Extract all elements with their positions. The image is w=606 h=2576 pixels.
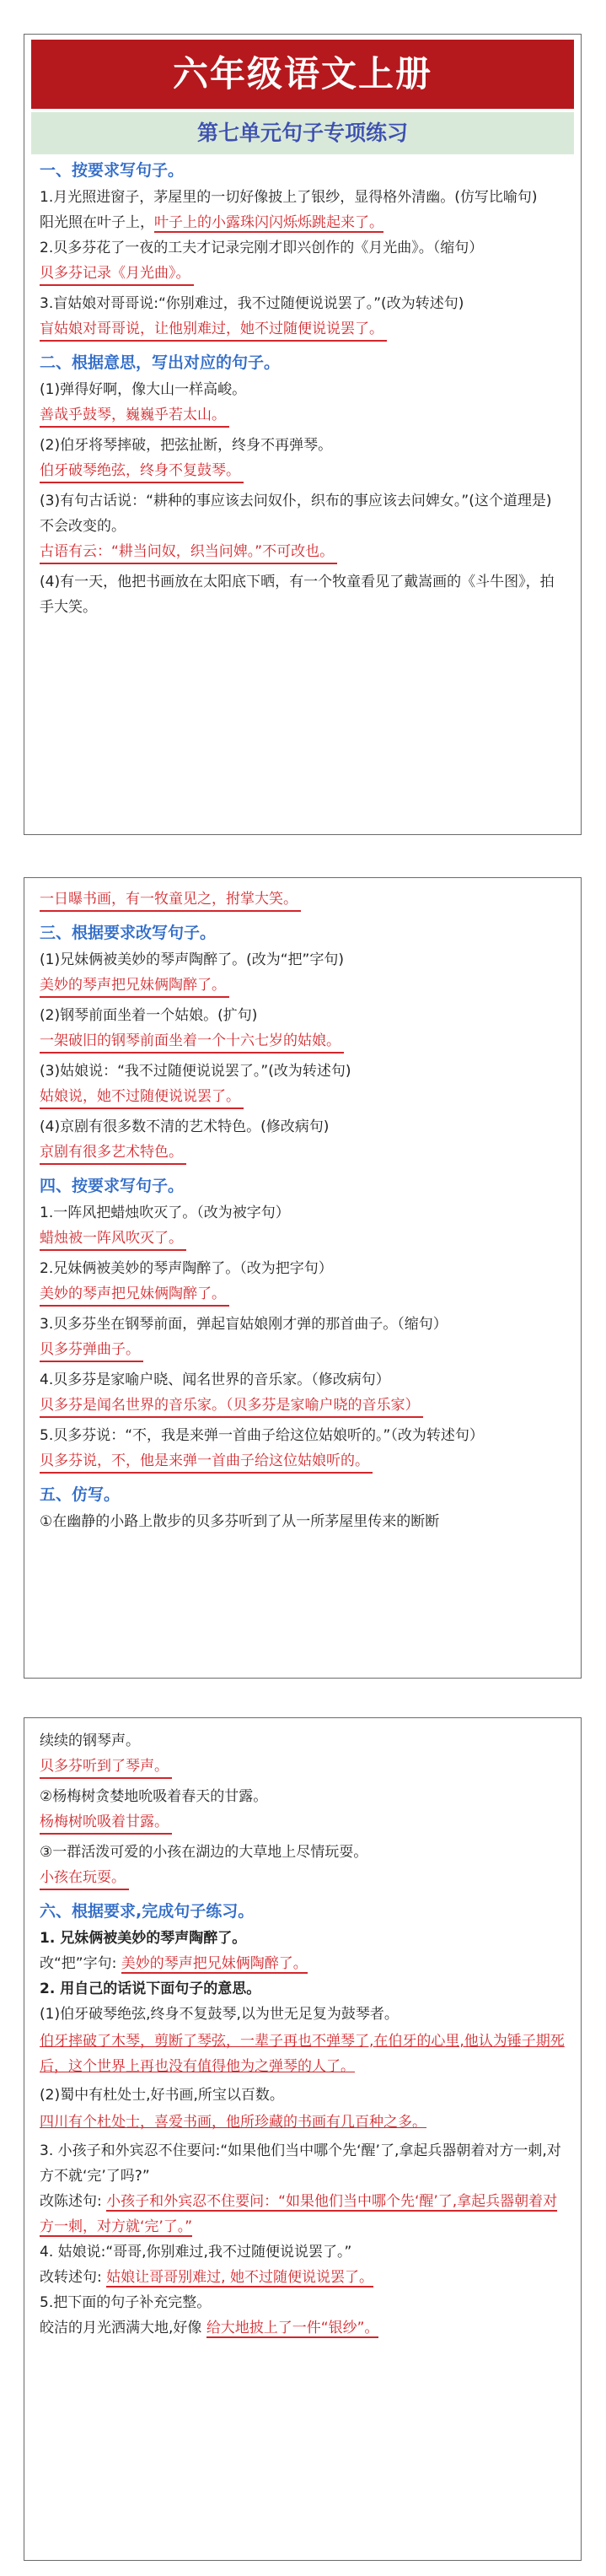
worksheet-page-3 xyxy=(24,1717,582,2561)
answer-line xyxy=(40,2315,566,2341)
answer: 贝多芬是闻名世界的音乐家。（贝多芬是家喻户晓的音乐家） xyxy=(40,1394,423,1418)
question: 续续的钢琴声。 xyxy=(40,1733,140,1749)
answer-line xyxy=(40,2265,566,2290)
answer: 美妙的琴声把兄妹俩陶醉了。 xyxy=(40,1283,229,1307)
answer: 四川有个杜处士，喜爱书画，他所珍藏的书画有几百种之多。 xyxy=(40,2114,426,2131)
answer: 小孩在玩耍。 xyxy=(40,1867,129,1890)
question: (2)伯牙将琴摔破，把弦扯断，终身不再弹琴。 xyxy=(40,437,333,454)
section-heading: 五、仿写。 xyxy=(40,1485,121,1504)
section-heading: 四、按要求写句子。 xyxy=(40,1177,185,1195)
section-heading: 二、根据意思，写出对应的句子。 xyxy=(40,353,281,372)
answer-prefix: 皎洁的月光洒满大地,好像 xyxy=(40,2320,206,2336)
answer-prefix: 阳光照在叶子上， xyxy=(40,214,154,231)
question: 1.一阵风把蜡烛吹灭了。（改为被字句） xyxy=(40,1204,290,1221)
question: 5.把下面的句子补充完整。 xyxy=(40,2294,212,2311)
answer: 古语有云：“耕当问奴，织当问婢。”不可改也。 xyxy=(40,541,337,564)
question: ②杨梅树贪婪地吮吸着春天的甘露。 xyxy=(40,1788,268,1805)
question: 3.贝多芬坐在钢琴前面，弹起盲姑娘刚才弹的那首曲子。（缩句） xyxy=(40,1316,448,1333)
question: (1)弹得好啊，像大山一样高峻。 xyxy=(40,381,247,398)
answer: 伯牙破琴绝弦，终身不复鼓琴。 xyxy=(40,460,244,483)
section-heading: 三、根据要求改写句子。 xyxy=(40,924,217,942)
answer: 京剧有很多艺术特色。 xyxy=(40,1141,186,1165)
question: 2.兄妹俩被美妙的琴声陶醉了。（改为把字句） xyxy=(40,1260,333,1277)
answer: 贝多芬记录《月光曲》。 xyxy=(40,262,194,286)
answer: 贝多芬听到了琴声。 xyxy=(40,1755,172,1779)
answer: 杨梅树吮吸着甘露。 xyxy=(40,1811,172,1835)
answer: 给大地披上了一件“银纱”。 xyxy=(206,2320,379,2336)
answer: 贝多芬说，不，他是来弹一首曲子给这位姑娘听的。 xyxy=(40,1450,373,1474)
worksheet-subtitle: 第七单元句子专项练习 xyxy=(31,112,574,154)
question: (4)有一天，他把书画放在太阳底下晒，有一个牧童看见了戴嵩画的《斗牛图》，拍手大笑。 xyxy=(40,574,555,616)
worksheet-page-2 xyxy=(24,877,582,1679)
answer: 盲姑娘对哥哥说，让他别难过，她不过随便说说罢了。 xyxy=(40,318,387,342)
question: 2. 用自己的话说下面句子的意思。 xyxy=(40,1981,261,1997)
answer: 一架破旧的钢琴前面坐着一个十六七岁的姑娘。 xyxy=(40,1030,344,1054)
answer: 美妙的琴声把兄妹俩陶醉了。 xyxy=(40,974,229,998)
answer: 小孩子和外宾忍不住要问：“如果他们当中哪个先‘醒’了,拿起兵器朝着对方一刺，对方就‘完’了。” xyxy=(40,2193,558,2235)
answer: 伯牙摔破了木琴，剪断了琴弦，一辈子再也不弹琴了,在伯牙的心里,他认为锤子期死后，这个世界上再也没有值得他为之弹琴的人了。 xyxy=(40,2033,565,2075)
question: (1)伯牙破琴绝弦,终身不复鼓琴,以为世无足复为鼓琴者。 xyxy=(40,2006,399,2023)
answer-prefix: 改转述句: xyxy=(40,2269,107,2286)
question: (3)姑娘说：“我不过随便说说罢了。”(改为转述句) xyxy=(40,1063,351,1080)
question: 3. 小孩子和外宾忍不住要问:“如果他们当中哪个先‘醒’了,拿起兵器朝着对方一刺,对方不就‘完’了吗?” xyxy=(40,2142,561,2185)
question: 1. 兄妹俩被美妙的琴声陶醉了。 xyxy=(40,1930,247,1947)
question: ①在幽静的小路上散步的贝多芬听到了从一所茅屋里传来的断断 xyxy=(40,1513,440,1530)
answer: 一日曝书画，有一牧童见之，拊掌大笑。 xyxy=(40,888,301,912)
answer-prefix: 改陈述句: xyxy=(40,2193,107,2210)
answer: 姑娘让哥哥别难过, 她不过随便说说罢了。 xyxy=(106,2269,373,2286)
question: 5.贝多芬说：“不，我是来弹一首曲子给这位姑娘听的。”（改为转述句） xyxy=(40,1427,484,1444)
answer-prefix: 改“把”字句: xyxy=(40,1955,121,1972)
question: 4. 姑娘说:“哥哥,你别难过,我不过随便说说罢了。” xyxy=(40,2244,352,2261)
answer: 叶子上的小露珠闪闪烁烁跳起来了。 xyxy=(154,214,383,231)
worksheet-page-1 xyxy=(24,34,582,835)
answer-line xyxy=(40,1951,566,1976)
answer: 姑娘说，她不过随便说说罢了。 xyxy=(40,1086,244,1109)
question: 4.贝多芬是家喻户晓、闻名世界的音乐家。（修改病句） xyxy=(40,1372,390,1388)
section-heading: 一、按要求写句子。 xyxy=(40,161,185,180)
answer: 美妙的琴声把兄妹俩陶醉了。 xyxy=(121,1955,308,1972)
question: ③一群活泼可爱的小孩在湖边的大草地上尽情玩耍。 xyxy=(40,1844,368,1861)
answer: 蜡烛被一阵风吹灭了。 xyxy=(40,1227,186,1251)
answer-line xyxy=(40,2189,566,2239)
question: (1)兄妹俩被美妙的琴声陶醉了。(改为“把”字句) xyxy=(40,951,344,968)
question: 3.盲姑娘对哥哥说:“你别难过，我不过随便说说罢了。”(改为转述句) xyxy=(40,295,464,312)
question: (2)蜀中有杜处士,好书画,所宝以百数。 xyxy=(40,2087,284,2104)
answer: 善哉乎鼓琴，巍巍乎若太山。 xyxy=(40,404,229,428)
question: (4)京剧有很多数不清的艺术特色。(修改病句) xyxy=(40,1118,330,1135)
section-heading: 六、根据要求,完成句子练习。 xyxy=(40,1902,255,1921)
question: (3)有句古话说：“耕种的事应该去问奴仆，织布的事应该去问婢女。”(这个道理是)不会改变的。 xyxy=(40,493,552,535)
answer: 贝多芬弹曲子。 xyxy=(40,1339,143,1362)
question: (2)钢琴前面坐着一个姑娘。(扩句) xyxy=(40,1007,258,1024)
answer-line xyxy=(40,210,566,235)
question: 1.月光照进窗子，茅屋里的一切好像披上了银纱，显得格外清幽。(仿写比喻句) xyxy=(40,189,538,206)
worksheet-title: 六年级语文上册 xyxy=(31,40,574,109)
question: 2.贝多芬花了一夜的工夫才记录完刚才即兴创作的《月光曲》。（缩句） xyxy=(40,240,484,256)
